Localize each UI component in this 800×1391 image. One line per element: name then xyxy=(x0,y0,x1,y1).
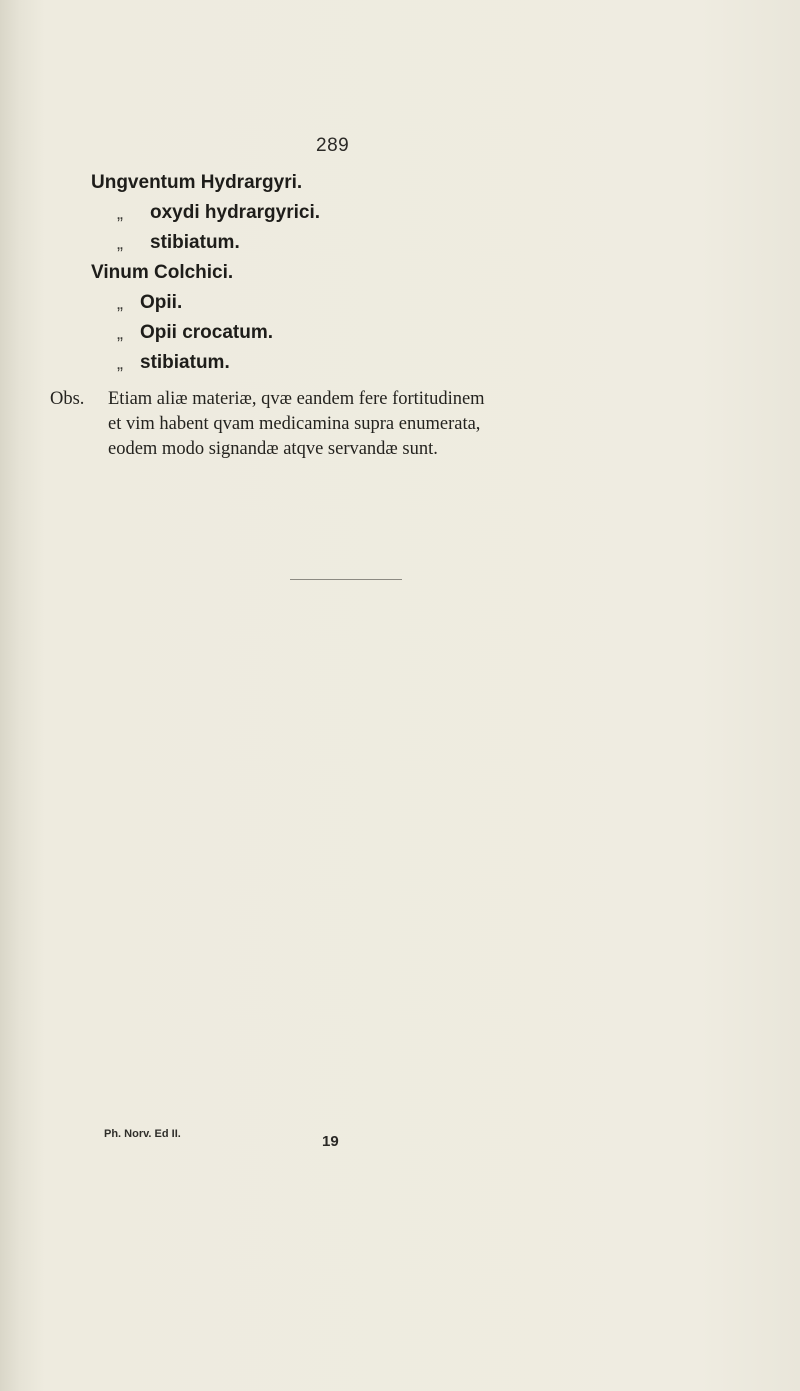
list-item-text: Vinum Colchici. xyxy=(91,262,234,283)
section-divider xyxy=(290,579,402,580)
ditto-mark: „ xyxy=(117,233,123,253)
page-number: 289 xyxy=(316,135,350,156)
ditto-mark: „ xyxy=(117,353,123,373)
list-item-text: stibiatum. xyxy=(140,352,230,373)
observation-line: eodem modo signandæ atqve servandæ sunt. xyxy=(108,439,438,459)
ditto-mark: „ xyxy=(117,203,123,223)
list-item xyxy=(91,171,302,195)
printer-signature: Ph. Norv. Ed II. xyxy=(104,1128,181,1140)
sheet-number: 19 xyxy=(322,1133,339,1150)
observation-line: et vim habent qvam medicamina supra enumerata, xyxy=(108,414,481,434)
list-item xyxy=(91,261,233,285)
list-item-text: Opii. xyxy=(140,292,183,313)
list-item-text: Opii crocatum. xyxy=(140,322,274,343)
list-item-text: stibiatum. xyxy=(150,232,240,253)
list-item-text: Ungventum Hydrargyri. xyxy=(91,172,303,193)
list-item-text: oxydi hydrargyrici. xyxy=(150,202,321,223)
ditto-mark: „ xyxy=(117,293,123,313)
ditto-mark: „ xyxy=(117,323,123,343)
observation-line: Etiam aliæ materiæ, qvæ eandem fere fortitudinem xyxy=(108,389,485,409)
observation-label: Obs. xyxy=(50,389,85,409)
